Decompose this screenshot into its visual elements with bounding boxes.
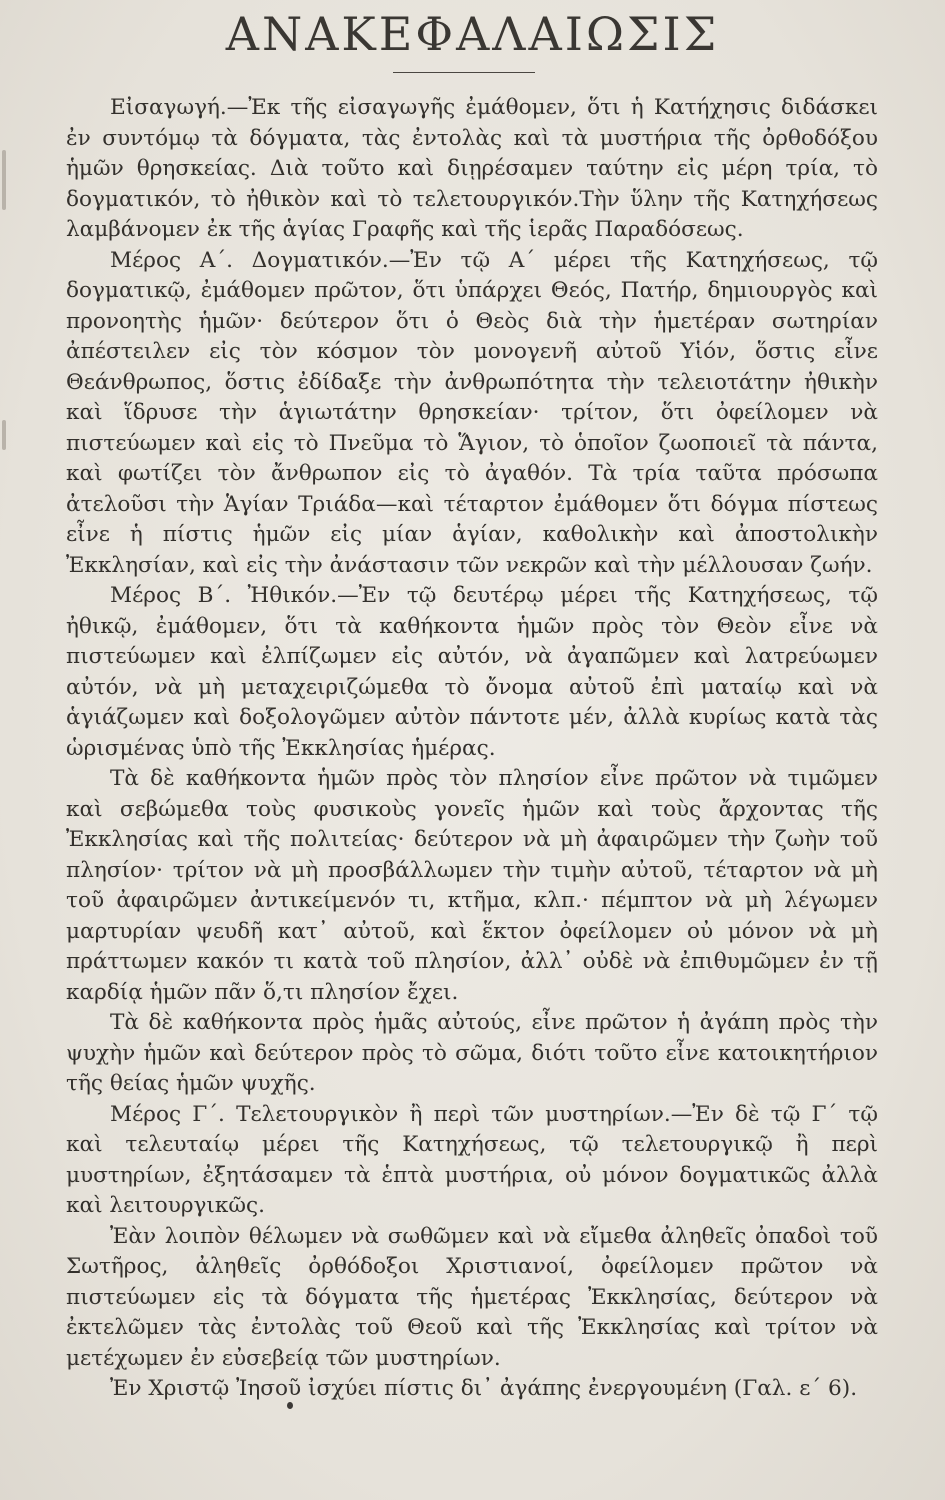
title-rule	[393, 72, 535, 73]
paragraph-text: —Ἐν τῷ δευτέρῳ μέρει τῆς Κατηχήσεως, τῷ ἠθικῷ, ἐμάθομεν, ὅτι τὰ καθήκοντα ἡμῶν πρὸς τὸν Θεὸν εἶνε νὰ πιστεύωμεν καὶ ἐλπίζωμεν εἰς αὐτόν, νὰ ἀγαπῶμεν καὶ λατρεύωμεν αὐτόν, νὰ μὴ μεταχειριζώμεθα τὸ ὄνομα αὐτοῦ ἐπὶ ματαίῳ καὶ νὰ ἁγιάζωμεν καὶ δοξολογῶμεν αὐτὸν πάντοτε μέν, ἀλλὰ κυρίως κατὰ τὰς ὡρισμένας ὑπὸ τῆς Ἐκκλησίας ἡμέρας.	[66, 583, 878, 761]
paragraph-lead: Μέρος Γ΄. Τελετουργικὸν ἢ περὶ τῶν μυστηρίων.	[110, 1101, 671, 1127]
paragraph-duties-neighbor	[66, 764, 878, 1008]
summary-body	[66, 93, 878, 1405]
page-title: ΑΝΑΚΕΦΑΛΑΙΩΣΙΣ	[225, 7, 720, 61]
paragraph-lead: Εἰσαγωγή.	[110, 95, 227, 120]
page-edge-stain	[2, 420, 6, 450]
paragraph-text: Τὰ δὲ καθήκοντα πρὸς ἡμᾶς αὐτούς, εἶνε πρῶτον ἡ ἀγάπη πρὸς τὴν ψυχὴν ἡμῶν καὶ δεύτερον πρὸς τὸ σῶμα, διότι τοῦτο εἶνε κατοικητήριον τῆς θείας ἡμῶν ψυχῆς.	[66, 1010, 878, 1096]
paragraph-text: Τὰ δὲ καθήκοντα ἡμῶν πρὸς τὸν πλησίον εἶνε πρῶτον νὰ τιμῶμεν καὶ σεβώμεθα τοὺς φυσικοὺς γονεῖς ἡμῶν καὶ τοὺς ἄρχοντας τῆς Ἐκκλησίας καὶ τῆς πολιτείας· δεύτερον νὰ μὴ ἀφαιρῶμεν τὴν ζωὴν τοῦ πλησίον· τρίτον νὰ μὴ προσβάλλωμεν τὴν τιμὴν αὐτοῦ, τέταρτον νὰ μὴ τοῦ ἀφαιρῶμεν ἀντικείμενόν τι, κτῆμα, κλπ.· πέμπτον νὰ μὴ λέγωμεν μαρτυρίαν ψευδῆ κατ᾽ αὐτοῦ, καὶ ἕκτον ὀφείλομεν οὐ μόνον νὰ μὴ πράττωμεν κακόν τι κατὰ τοῦ πλησίον, ἀλλ᾽ οὐδὲ νὰ ἐπιθυμῶμεν ἐν τῇ καρδίᾳ ἡμῶν πᾶν ὅ,τι πλησίον ἔχει.	[66, 766, 878, 1005]
paragraph-conclusion	[66, 1222, 878, 1375]
paragraph-lead: Μέρος Β΄. Ἠθικόν.	[110, 583, 338, 608]
paragraph-text: Ἐὰν λοιπὸν θέλωμεν νὰ σωθῶμεν καὶ νὰ εἴμεθα ἀληθεῖς ὀπαδοὶ τοῦ Σωτῆρος, ἀληθεῖς ὀρθόδοξοι Χριστιανοί, ὀφείλομεν πρῶτον νὰ πιστεύωμεν εἰς τὰ δόγματα τῆς ἡμετέρας Ἐκκλησίας, δεύτερον νὰ ἐκτελῶμεν τὰς ἐντολὰς τοῦ Θεοῦ καὶ τῆς Ἐκκλησίας καὶ τρίτον νὰ μετέχωμεν ἐν εὐσεβείᾳ τῶν μυστηρίων.	[66, 1223, 878, 1371]
paragraph-text: —Ἐν τῷ Α΄ μέρει τῆς Κατηχήσεως, τῷ δογματικῷ, ἐμάθομεν πρῶτον, ὅτι ὑπάρχει Θεός, Πατήρ, δημιουργὸς καὶ προνοητὴς ἡμῶν· δεύτερον ὅτι ὁ Θεὸς διὰ τὴν ἡμετέραν σωτηρίαν ἀπέστειλεν εἰς τὸν κόσμον τὸν μονογενῆ αὐτοῦ Υἱόν, ὅστις εἶνε Θεάνθρωπος, ὅστις ἐδίδαξε τὴν ἀνθρωπότητα τὴν τελειοτάτην ἠθικὴν καὶ ἵδρυσε τὴν ἁγιωτάτην θρησκείαν· τρίτον, ὅτι ὀφείλομεν νὰ πιστεύωμεν καὶ εἰς τὸ Πνεῦμα τὸ Ἅγιον, τὸ ὁποῖον ζωοποιεῖ τὰ πάντα, καὶ φωτίζει τὸν ἄνθρωπον εἰς τὸ ἀγαθόν. Τὰ τρία ταῦτα πρόσωπα ἀτελοῦσι τὴν Ἁγίαν Τριάδα—καὶ τέταρτον ἐμάθομεν ὅτι δόγμα πίστεως εἶνε ἡ πίστις ἡμῶν εἰς μίαν ἁγίαν, καθολικὴν καὶ ἀποστολικὴν Ἐκκλησίαν, καὶ εἰς τὴν ἀνάστασιν τῶν νεκρῶν καὶ τὴν μέλλουσαν ζωήν.	[66, 247, 879, 578]
paragraph-part-c	[66, 1100, 878, 1222]
ink-speck	[287, 1402, 293, 1409]
paragraph-text: —Ἐν δὲ τῷ Γ΄ τῷ καὶ τελευταίῳ μέρει τῆς Κατηχήσεως, τῷ τελετουργικῷ ἢ περὶ μυστηρίων, ἐξητάσαμεν τὰ ἑπτὰ μυστήρια, οὐ μόνον δογματικῶς ἀλλὰ καὶ λειτουργικῶς.	[66, 1101, 878, 1218]
paragraph-quote	[66, 1374, 878, 1405]
paragraph-introduction	[66, 93, 878, 246]
paragraph-text: Ἐν Χριστῷ Ἰησοῦ ἰσχύει πίστις δι᾽ ἀγάπης ἐνεργουμένη (Γαλ. ε΄ 6).	[110, 1376, 858, 1401]
paragraph-part-b	[66, 581, 878, 764]
paragraph-part-a	[66, 246, 878, 582]
paragraph-lead: Μέρος Α΄. Δογματικόν.	[110, 247, 389, 273]
paragraph-text: —Ἐκ τῆς εἰσαγωγῆς ἐμάθομεν, ὅτι ἡ Κατήχησις διδάσκει ἐν συντόμῳ τὰ δόγματα, τὰς ἐντολὰς καὶ τὰ μυστήρια τῆς ὀρθοδόξου ἡμῶν θρησκείας. Διὰ τοῦτο καὶ διῃρέσαμεν ταύτην εἰς μέρη τρία, τὸ δογματικόν, τὸ ἠθικὸν καὶ τὸ τελετουργικόν.Τὴν ὕλην τῆς Κατηχήσεως λαμβάνομεν ἐκ τῆς ἁγίας Γραφῆς καὶ τῆς ἱερᾶς Παραδόσεως.	[66, 95, 878, 242]
paragraph-duties-self	[66, 1008, 878, 1100]
page-edge-stain	[2, 150, 6, 210]
